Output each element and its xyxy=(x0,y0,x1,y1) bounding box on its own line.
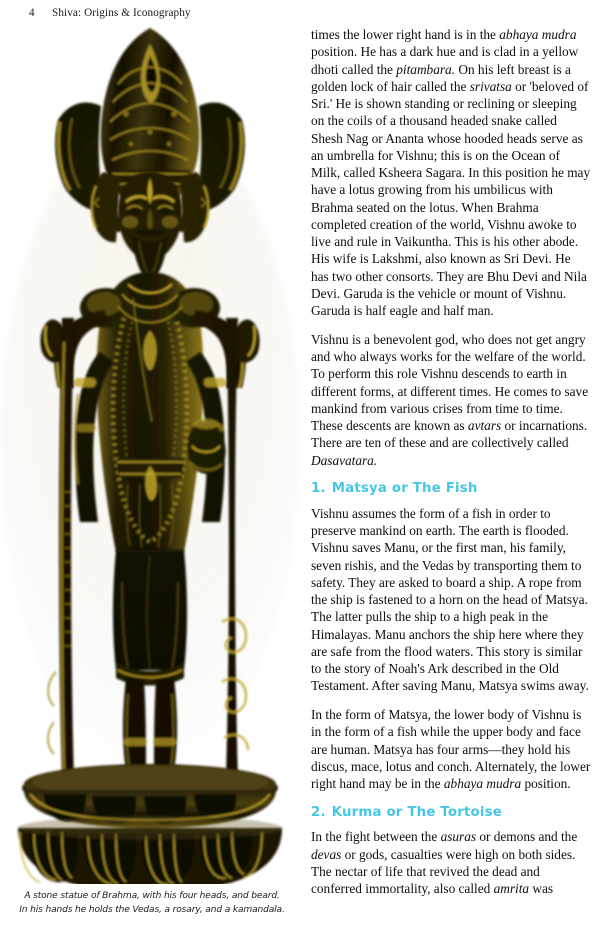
figure-caption-line-2: In his hands he holds the Vedas, a rosary, and a kamandala. xyxy=(19,904,285,915)
figure-column xyxy=(0,22,300,940)
body-text-column xyxy=(311,26,591,931)
section-heading-matsya xyxy=(311,480,591,497)
section-title: Kurma or The Tortoise xyxy=(331,804,502,820)
figure-caption xyxy=(8,890,296,917)
paragraph: In the fight between the asuras or demons and the devas or gods, casualties were high on both sides. The nectar of life that revived the dead and conferred immortality, also called amrita was xyxy=(311,829,578,896)
paragraph: In the form of Matsya, the lower body of Vishnu is in the form of a fish while the upper body and face are human. Matsya has four arms—they hold his discus, mace, lotus and conch. Alternately, the lower right hand may be in the abhaya mudra position. xyxy=(311,707,591,791)
running-head xyxy=(0,7,300,23)
paragraph: Vishnu is a benevolent god, who does not get angry and who always works for the welfare of the world. To perform this role Vishnu descends to earth in different forms, at different times. He comes to save mankind from various crises from time to time. These descents are known as avtars or incarnations. There are ten of these and are collectively called Dasavatara. xyxy=(311,331,589,468)
section-number: 1. xyxy=(311,481,326,497)
paragraph: Vishnu assumes the form of a fish in order to preserve mankind on earth. The earth is flooded. Vishnu saves Manu, or the first man, his family, seven rishis, and the Vedas by transporting them to safety. They are asked to board a ship. A rope from the ship is fastened to a horn on the head of Matsya. The latter pulls the ship to a high peak in the Himalayas. Manu anchors the ship here where they are safe from the flood waters. This story is similar to the story of Noah's Ark described in the Old Testament. After saving Manu, Matsya swims away. xyxy=(311,505,589,694)
figure-caption-line-1: A stone statue of Brahma, with his four heads, and beard. xyxy=(24,891,280,901)
section-heading-kurma xyxy=(311,804,591,821)
page-number: 4 xyxy=(29,7,35,19)
section-title: Matsya or The Fish xyxy=(331,481,478,497)
section-number: 2. xyxy=(311,804,326,820)
chapter-title: Shiva: Origins & Iconography xyxy=(52,7,191,19)
paragraph: times the lower right hand is in the abhaya mudra position. He has a dark hue and is clad in a yellow dhoti called the pitambara. On his left breast is a golden lock of hair called the srivatsa or 'beloved of Sri.' He is shown standing or reclining or sleeping on the coils of a thousand headed snake called Shesh Nag or Ananta whose hooded heads serve as an umbrella for Vishnu; this is on the Ocean of Milk, called Ksheera Sagara. In this position he may have a lotus growing from his umbilicus with Brahma seated on the lotus. When Brahma completed creation of the world, Vishnu awoke to live and rule in Vaikuntha. This is his other abode. His wife is Lakshmi, also known as Sri Devi. He has two other consorts. They are Bhu Devi and Nila Devi. Garuda is the vehicle or mount of Vishnu. Garuda is half eagle and half man. xyxy=(311,27,591,318)
brahma-statue-illustration xyxy=(0,22,300,884)
figure-image-brahma-statue xyxy=(0,22,300,884)
